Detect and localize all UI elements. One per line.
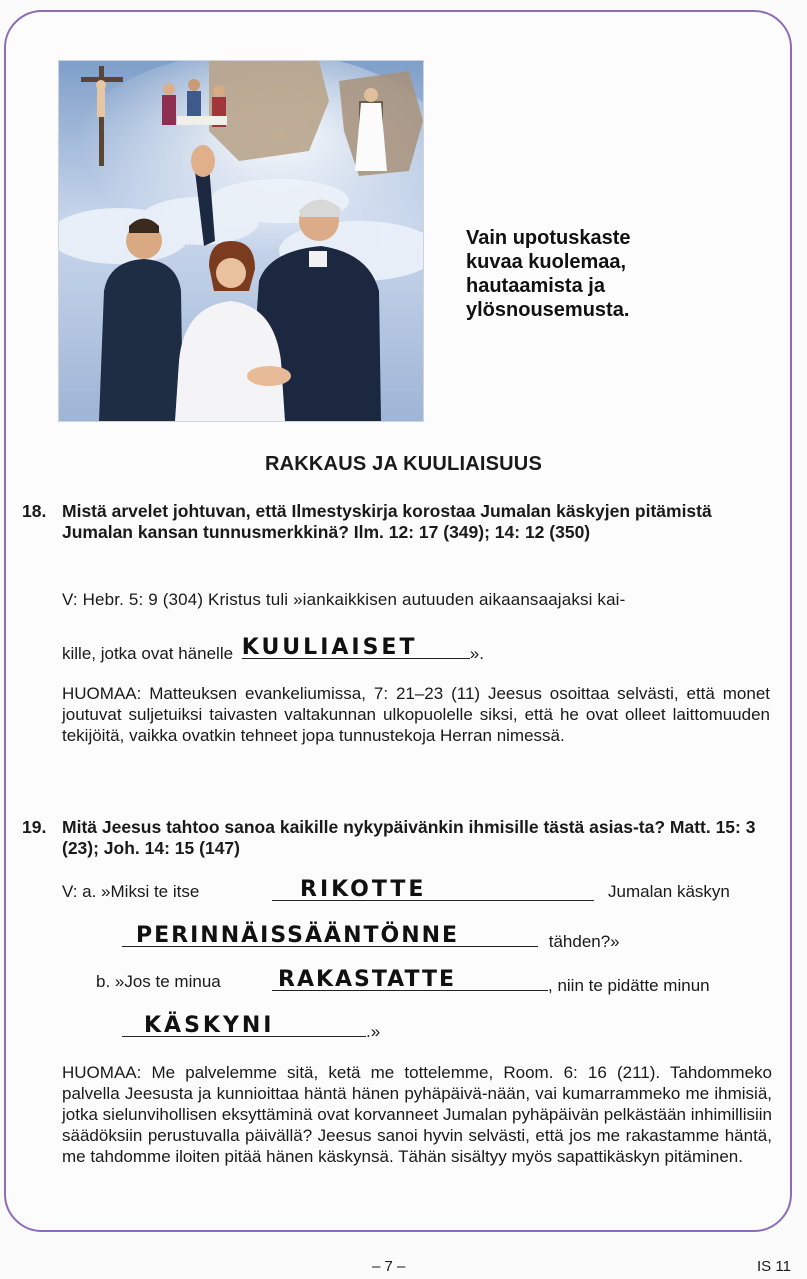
handwritten-answer: RIKOTTE [300,877,427,902]
handwritten-answer: RAKASTATTE [278,967,457,992]
section-title: RAKKAUS JA KUULIAISUUS [264,453,542,475]
q18-answer-line1: V: Hebr. 5: 9 (304) Kristus tuli »iankaikkisen autuuden aikaansaajaksi kai- [62,590,626,609]
baptism-illustration [58,60,424,422]
q19-a-after1: Jumalan käskyn [608,882,730,901]
question-number: 18. [22,501,47,521]
handwritten-answer: PERINNÄISSÄÄNTÖNNE [136,923,460,948]
fill-in-blank[interactable] [272,877,594,902]
caption-line: hautaamista ja [466,275,605,297]
handwritten-answer: KUULIAISET [241,635,418,660]
handwritten-answer: KÄSKYNI [144,1013,275,1038]
caption-line: Vain upotuskaste [466,227,631,249]
illustration-caption [466,226,706,322]
document-code: IS 11 [757,1258,791,1275]
q19-a-blank1 [272,877,594,906]
fill-in-blank[interactable] [272,967,548,992]
q19-a-label: V: a. »Miksi te itse [62,882,200,901]
answer-text: kille, jotka ovat hänelle [62,644,234,663]
fill-in-blank[interactable] [241,635,470,660]
caption-line: ylösnousemusta. [466,299,630,321]
q19-a-line2 [122,923,620,952]
answer-text: , niin te pidätte minun [548,976,710,995]
q19-b-line1 [272,967,710,996]
answer-text: ». [469,644,484,663]
q19-b-line2 [122,1013,381,1042]
q18-answer-line2 [62,635,484,664]
question-number: 19. [22,817,47,837]
question-text: Mitä Jeesus tahtoo sanoa kaikille nykypäivänkin ihmisille tästä asias-ta? Matt. 15: 3 (23); Joh. 14: 15 (147) [62,817,756,858]
q19-b-label: b. »Jos te minua [96,972,221,991]
answer-text: .» [366,1022,381,1041]
fill-in-blank[interactable] [122,1013,366,1038]
q18-note: HUOMAA: Matteuksen evankeliumissa, 7: 21–23 (11) Jeesus osoittaa selvästi, että monet joutuvat suljetuiksi taivasten valtakunnan ulkopuolelle siksi, että he ovat olleet laittomuuden tekijöitä, vaikka ovatkin tehneet jopa tunnustekoja Herran nimessä. [62,684,770,745]
answer-text: tähden?» [548,932,620,951]
q19-note: HUOMAA: Me palvelemme sitä, ketä me tottelemme, Room. 6: 16 (211). Tahdommeko palvella Jeesusta ja kunnioittaa häntä hänen pyhäpäivä-nään, vai kumarrammeko me ihmisiä, jotka sielunvihollisen eksyttäminä ovat korvanneet Jumalan pyhäpäivän pelkästään inhimillisiin säädöksiin perustuvalla päivällä? Jeesus sanoi hyvin selvästi, että jos me rakastamme häntä, me tahdomme iloiten pitää hänen käskynsä. Tähän sisältyy myös sapattikäskyn pitäminen. [62,1063,772,1166]
fill-in-blank[interactable] [122,923,538,948]
page-number: – 7 – [372,1258,406,1275]
caption-line: kuvaa kuolemaa, [466,251,627,273]
question-text: Mistä arvelet johtuvan, että Ilmestyskirja korostaa Jumalan käskyjen pitämistä Jumalan kansan tunnusmerkkinä? Ilm. 12: 17 (349); 14: 12 (350) [62,501,712,542]
